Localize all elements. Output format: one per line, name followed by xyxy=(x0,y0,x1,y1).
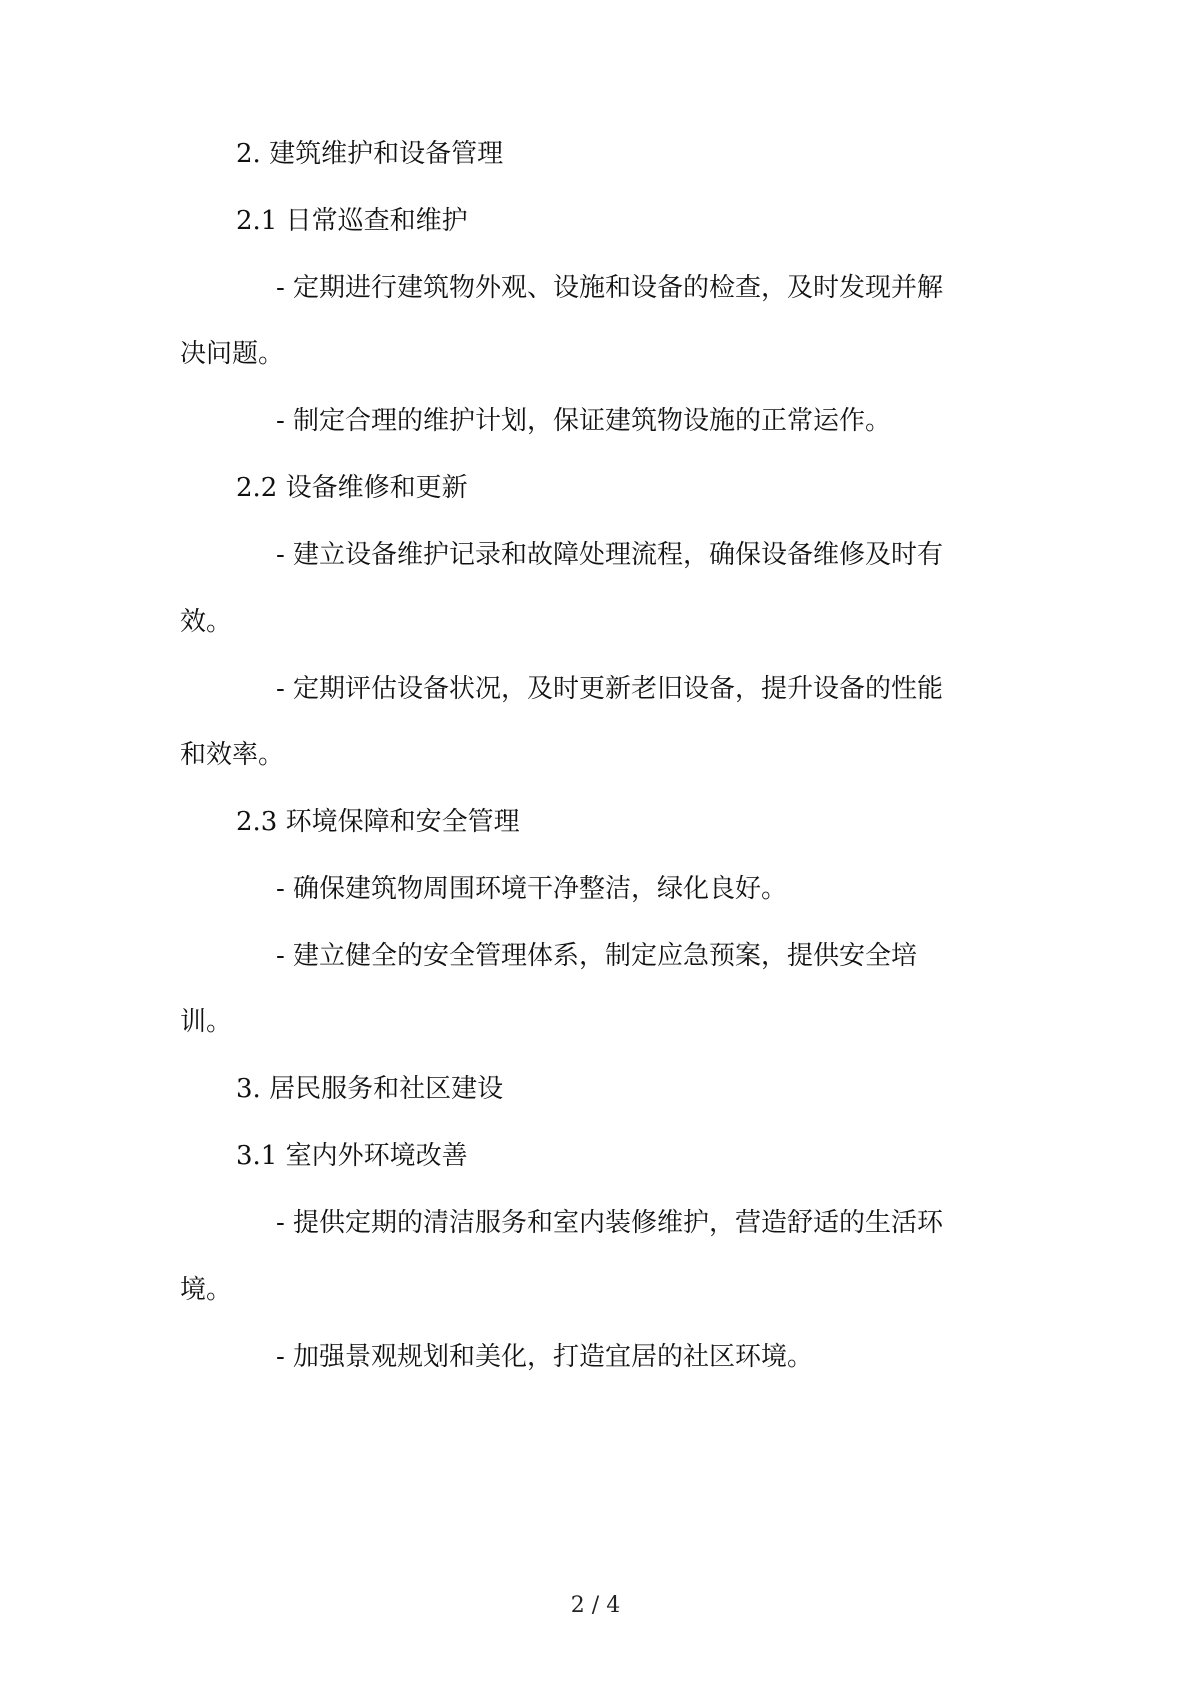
bullet-line: - 定期进行建筑物外观、设施和设备的检查，及时发现并解 xyxy=(276,273,944,303)
page-number: 2 / 4 xyxy=(570,1593,621,1618)
section-heading: 2. 建筑维护和设备管理 xyxy=(236,139,504,169)
bullet-line: - 加强景观规划和美化，打造宜居的社区环境。 xyxy=(276,1342,814,1372)
bullet-line: - 定期评估设备状况，及时更新老旧设备，提升设备的性能 xyxy=(276,674,944,704)
subsection-heading: 3.1 室内外环境改善 xyxy=(236,1141,468,1171)
subsection-heading: 2.1 日常巡查和维护 xyxy=(236,206,468,236)
wrapped-line: 训。 xyxy=(180,1007,233,1037)
bullet-line: - 制定合理的维护计划，保证建筑物设施的正常运作。 xyxy=(276,406,892,436)
wrapped-line: 效。 xyxy=(180,607,233,637)
subsection-heading: 2.2 设备维修和更新 xyxy=(236,473,468,503)
bullet-line: - 建立设备维护记录和故障处理流程，确保设备维修及时有 xyxy=(276,540,944,570)
bullet-line: - 确保建筑物周围环境干净整洁，绿化良好。 xyxy=(276,874,788,904)
bullet-line: - 建立健全的安全管理体系，制定应急预案，提供安全培 xyxy=(276,941,918,971)
subsection-heading: 2.3 环境保障和安全管理 xyxy=(236,807,520,837)
bullet-line: - 提供定期的清洁服务和室内装修维护，营造舒适的生活环 xyxy=(276,1208,944,1238)
wrapped-line: 决问题。 xyxy=(180,339,285,369)
wrapped-line: 境。 xyxy=(180,1275,233,1305)
section-heading: 3. 居民服务和社区建设 xyxy=(236,1074,504,1104)
wrapped-line: 和效率。 xyxy=(180,740,285,770)
